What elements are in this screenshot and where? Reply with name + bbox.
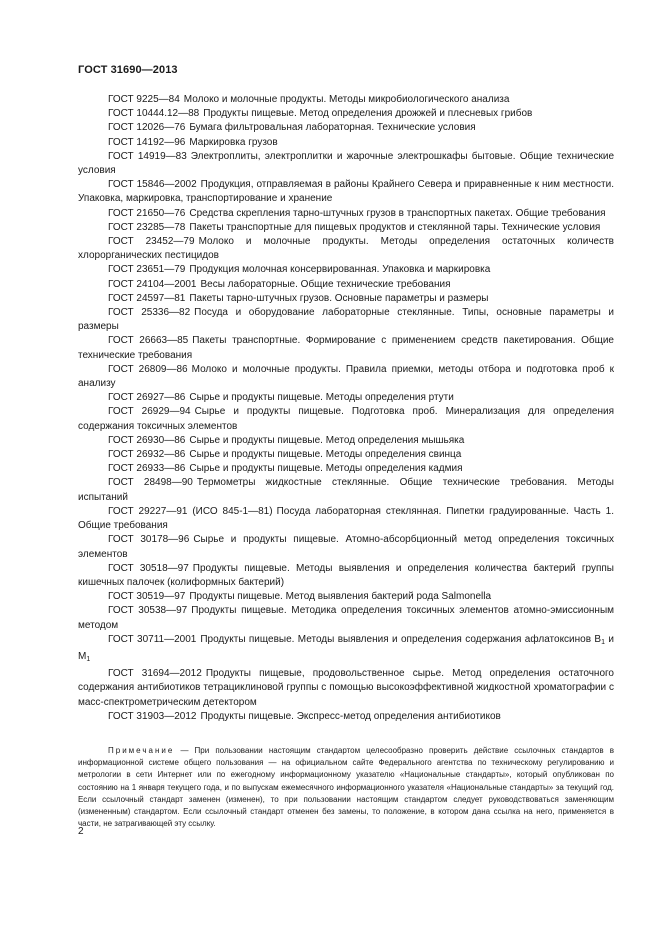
reference-item [78,476,614,504]
reference-item [78,263,614,277]
reference-code: ГОСТ 30711—2001 [108,633,197,645]
reference-code: ГОСТ 31694—2012 [108,668,202,680]
reference-title: Продукты пищевые. Методы выявления и определения количества бактерий группы кишечных палочек (колиформных бактерий) [78,562,614,588]
reference-title: Пакеты тарно-штучных грузов. Основные параметры и размеры [189,292,489,304]
reference-item [78,150,614,178]
reference-title: Продукты пищевые. Методика определения токсичных элементов атомно-эмиссионным методом [78,605,615,631]
reference-title: Молоко и молочные продукты. Правила приемки, методы отбора и подготовка проб к анализу [78,363,614,390]
reference-item [78,235,614,263]
reference-code: ГОСТ 30519—97 [108,591,186,603]
reference-title: Электроплиты, электроплитки и жарочные электрошкафы бытовые. Общие технические условия [78,150,614,177]
reference-code: ГОСТ 15846—2002 [108,179,197,191]
reference-item [78,292,614,306]
note-paragraph [78,745,614,830]
reference-code: ГОСТ 26933—86 [108,463,186,475]
reference-title: Продукция молочная консервированная. Упаковка и маркировка [189,264,491,276]
reference-code: ГОСТ 26930—86 [108,434,186,446]
reference-title: Продукты пищевые. Метод определения дрожжей и плесневых грибов [203,108,533,120]
reference-code: ГОСТ 10444.12—88 [108,108,200,120]
subscript: 1 [601,638,605,646]
reference-item [78,391,614,405]
reference-title: Сырье и продукты пищевые. Подготовка проб. Минерализация для определения содержания токсичных элементов [78,406,614,432]
reference-title: Сырье и продукты пищевые. Методы определения свинца [189,449,462,461]
reference-code: ГОСТ 30518—97 [108,562,189,574]
reference-item [78,306,614,334]
reference-item [78,278,614,292]
reference-code: ГОСТ 26809—86 [108,363,188,375]
reference-item [78,505,614,533]
reference-code: ГОСТ 24104—2001 [108,278,197,290]
reference-code: ГОСТ 23285—78 [108,221,186,233]
reference-code: ГОСТ 14192—96 [108,136,186,148]
reference-title: Маркировка грузов [189,136,278,148]
reference-item [78,136,614,150]
reference-item [78,93,614,107]
reference-item [78,448,614,462]
reference-item [78,462,614,476]
note-text: — При пользовании настоящим стандартом целесообразно проверить действие ссылочных стандартов в информационной системе общего пользования — на официальном сайте Федерального агентства по техническому регулированию и метрологии в сети Интернет или по ежегодному информационному указателю «Национальные стандарты», который опубликован по состоянию на 1 января текущего года, и по выпускам ежемесячного информационного указателя «Национальные стандарты» за текущий год. Если ссылочный стандарт заменен (изменен), то при пользовании настоящим стандартом следует руководствоваться заменяющим (измененным) стандартом. Если ссылочный стандарт отменен без замены, то положение, в котором дана ссылка на него, применяется в части, не затрагивающей эту ссылку. [78,746,614,829]
reference-item [78,434,614,448]
reference-title: Пакеты транспортные для пищевых продуктов и стеклянной тары. Технические условия [189,221,601,233]
reference-code: ГОСТ 29227—91 (ИСО 845-1—81) [108,505,273,517]
reference-code: ГОСТ 28498—90 [108,477,193,489]
reference-title: Пакеты транспортные. Формирование с применением средств пакетирования. Общие технические требования [78,335,614,361]
document-header: ГОСТ 31690—2013 [78,64,178,76]
reference-code: ГОСТ 30178—96 [108,534,190,546]
page-number: 2 [78,826,84,837]
reference-item [78,221,614,235]
reference-item [78,405,614,433]
reference-code: ГОСТ 21650—76 [108,207,186,219]
reference-title: Весы лабораторные. Общие технические требования [200,278,451,290]
reference-title: Молоко и молочные продукты. Методы микробиологического анализа [183,94,510,105]
reference-code: ГОСТ 26932—86 [108,449,186,461]
reference-title: Продукты пищевые. Метод выявления бактерий рода Salmonella [189,591,492,603]
reference-item [78,207,614,221]
note-label: Примечание [108,746,175,755]
reference-title: Посуда лабораторная стеклянная. Пипетки градуированные. Часть 1. Общие требования [78,505,614,532]
reference-title: Продукты пищевые, продовольственное сырье. Метод определения остаточного содержания антибиотиков тетрациклиновой группы с помощью высокоэффективной жидкостной хроматографии с масс-спектрометрическим детектором [78,668,614,708]
reference-code: ГОСТ 24597—81 [108,292,186,304]
reference-code: ГОСТ 30538—97 [108,605,188,617]
reference-title: Бумага фильтровальная лабораторная. Технические условия [189,122,476,134]
reference-title: Продукты пищевые. Методы выявления и определения содержания афлатоксинов B [200,633,602,645]
reference-code: ГОСТ 31903—2012 [108,710,197,722]
reference-code: ГОСТ 26663—85 [108,335,189,347]
reference-code: ГОСТ 25336—82 [108,307,191,319]
reference-title: Посуда и оборудование лабораторные стеклянные. Типы, основные параметры и размеры [78,307,614,333]
subscript: 1 [86,655,91,663]
reference-item [78,334,614,362]
reference-item [78,562,614,590]
reference-title: Продукты пищевые. Экспресс-метод определения антибиотиков [200,710,501,722]
reference-title: Средства скрепления тарно-штучных грузов в транспортных пакетах. Общие требования [189,207,606,219]
reference-title: Термометры жидкостные стеклянные. Общие технические требования. Методы испытаний [78,477,614,503]
reference-code: ГОСТ 12026—76 [108,122,186,134]
reference-code: ГОСТ 26929—94 [108,406,191,418]
reference-item [78,590,614,604]
reference-title: Сырье и продукты пищевые. Методы определения кадмия [189,463,463,475]
reference-code: ГОСТ 23651—79 [108,264,186,276]
normative-references-list [78,93,614,724]
reference-title-cont: и M [78,633,614,662]
reference-title: Сырье и продукты пищевые. Атомно-абсорбционный метод определения токсичных элементов [78,534,614,560]
reference-item [78,533,614,561]
reference-item [78,633,614,667]
reference-item [78,710,614,724]
reference-code: ГОСТ 14919—83 [108,150,187,162]
reference-item [78,107,614,121]
reference-title: Продукция, отправляемая в районы Крайнего Севера и приравненные к ним местности. Упаковка, маркировка, транспортирование и хранение [78,179,614,205]
reference-item [78,667,614,710]
reference-title: Сырье и продукты пищевые. Метод определения мышьяка [189,434,465,446]
reference-title: Молоко и молочные продукты. Методы определения остаточных количеств хлорорганических пестицидов [78,236,614,262]
reference-item [78,604,614,632]
reference-code: ГОСТ 9225—84 [108,94,180,105]
reference-item [78,121,614,135]
reference-code: ГОСТ 26927—86 [108,392,186,404]
reference-item [78,363,614,391]
reference-code: ГОСТ 23452—79 [108,236,195,248]
reference-item [78,178,614,206]
reference-title: Сырье и продукты пищевые. Методы определения ртути [189,392,454,404]
